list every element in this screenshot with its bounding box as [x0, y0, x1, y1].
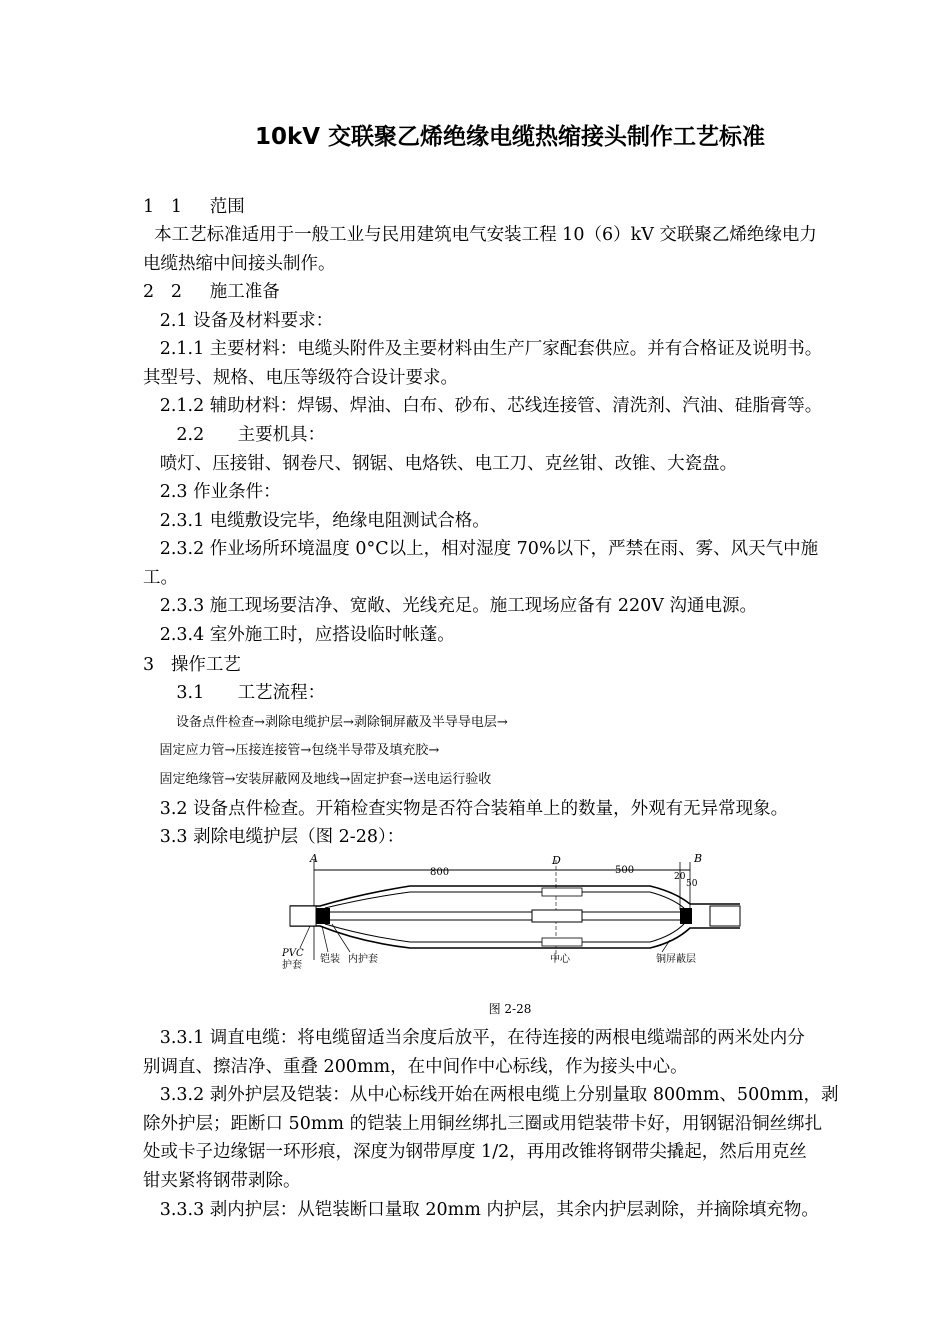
- process-flow-line: 设备点件检查→剥除电缆护层→剥除铜屏蔽及半导导电层→: [143, 715, 508, 730]
- dimension-500: 500: [615, 865, 635, 876]
- paragraph-line: 3.3 剥除电缆护层（图 2-28）：: [143, 827, 405, 847]
- paragraph-line: 2.3.4 室外施工时，应搭设临时帐蓬。: [143, 625, 455, 645]
- paragraph-line: 2.1.1 主要材料：电缆头附件及主要材料由生产厂家配套供应。并有合格证及说明书。: [143, 339, 823, 359]
- paragraph-line: 2.3.2 作业场所环境温度 0°C以上，相对湿度 70%以下，严禁在雨、雾、风天气中施: [143, 539, 819, 559]
- document-title: 10kV 交联聚乙烯绝缘电缆热缩接头制作工艺标准: [254, 124, 766, 150]
- section-1-heading: 1 1 范围: [143, 197, 245, 217]
- figure-caption: 图 2-28: [488, 1002, 532, 1016]
- process-flow-line: 固定应力管→压接连接管→包绕半导带及填充胶→: [143, 743, 440, 758]
- paragraph-line: 喷灯、压接钳、钢卷尺、钢锯、电烙铁、电工刀、克丝钳、改锥、大瓷盘。: [143, 454, 738, 474]
- paragraph-line: 本工艺标准适用于一般工业与民用建筑电气安装工程 10（6）kV 交联聚乙烯绝缘电力: [143, 225, 817, 245]
- paragraph-line: 2.3.3 施工现场要洁净、宽敞、光线充足。施工现场应备有 220V 沟通电源。: [143, 596, 757, 616]
- label-a: A: [310, 852, 318, 865]
- dimension-50: 50: [686, 879, 698, 889]
- cable-joint-figure: [270, 848, 750, 978]
- subsection-heading: 2.3 作业条件：: [143, 482, 281, 502]
- label-sheath: 护套: [282, 960, 302, 971]
- paragraph-line: 2.3.1 电缆敷设完毕，绝缘电阻测试合格。: [143, 511, 490, 531]
- subsection-heading: 2.2 主要机具：: [143, 425, 326, 445]
- label-pvc: PVC: [282, 948, 304, 959]
- paragraph-line: 3.3.2 剥外护层及铠装：从中心标线开始在两根电缆上分别量取 800mm、500mm，剥: [143, 1085, 839, 1105]
- section-2-heading: 2 2 施工准备: [143, 282, 280, 302]
- process-flow-line: 固定绝缘管→安装屏蔽网及地线→固定护套→送电运行验收: [143, 772, 492, 787]
- label-d: D: [552, 854, 561, 867]
- paragraph-line: 2.1.2 辅助材料：焊锡、焊油、白布、砂布、芯线连接管、清洗剂、汽油、硅脂膏等。: [143, 396, 823, 416]
- label-inner-sheath: 内护套: [348, 954, 378, 965]
- label-armor: 铠装: [320, 954, 340, 965]
- paragraph-line: 3.3.3 剥内护层：从铠装断口量取 20mm 内护层，其余内护层剥除，并摘除填充物。: [143, 1200, 819, 1220]
- paragraph-line: 处或卡子边缘锯一环形痕，深度为钢带厚度 1/2，再用改锥将钢带尖撬起，然后用克丝: [143, 1142, 807, 1162]
- paragraph-line: 3.2 设备点件检查。开箱检查实物是否符合装箱单上的数量，外观有无异常现象。: [143, 799, 789, 819]
- paragraph-line: 电缆热缩中间接头制作。: [143, 254, 336, 274]
- label-copper-shield: 铜屏蔽层: [656, 954, 696, 965]
- label-center: 中心: [550, 954, 570, 965]
- paragraph-line: 其型号、规格、电压等级符合设计要求。: [143, 368, 458, 388]
- paragraph-line: 工。: [143, 568, 178, 588]
- dimension-20: 20: [674, 872, 686, 882]
- dimension-800: 800: [430, 867, 450, 878]
- paragraph-line: 3.3.1 调直电缆：将电缆留适当余度后放平，在待连接的两根电缆端部的两米处内分: [143, 1028, 805, 1048]
- subsection-heading: 2.1 设备及材料要求：: [143, 311, 334, 331]
- paragraph-line: 钳夹紧将钢带剥除。: [143, 1171, 301, 1191]
- label-b: B: [694, 852, 703, 865]
- subsection-heading: 3.1 工艺流程：: [143, 683, 326, 703]
- section-3-heading: 3 操作工艺: [143, 655, 241, 675]
- paragraph-line: 除外护层；距断口 50mm 的铠装上用铜丝绑扎三圈或用铠装带卡好，用钢锯沿铜丝绑扎: [143, 1114, 823, 1134]
- paragraph-line: 别调直、擦洁净、重叠 200mm，在中间作中心标线，作为接头中心。: [143, 1057, 688, 1077]
